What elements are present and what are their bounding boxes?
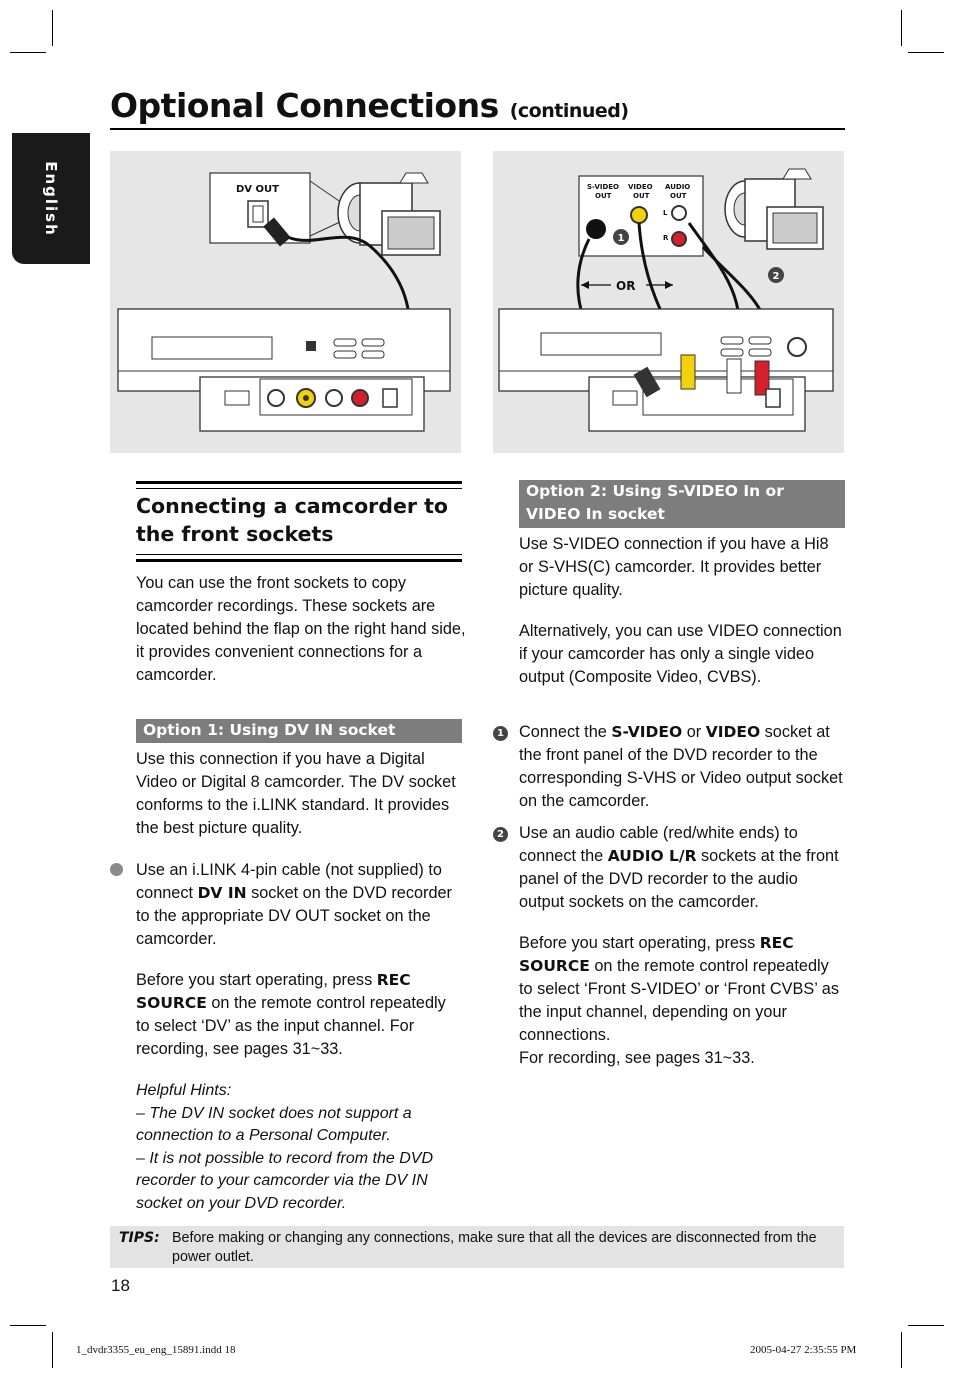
step1-text: socket at the front panel of the DVD recorder to the corresponding S-VHS or Video output socket on the camcorder. [519, 723, 843, 810]
option2-description-2: Alternatively, you can use VIDEO connection if your camcorder has only a single video output (Composite Video, CVBS). [519, 622, 842, 686]
crop-mark [908, 1325, 944, 1326]
hint-item: – It is not possible to record from the DVD recorder to your camcorder via the DV IN socket on your DVD recorder. [136, 1149, 434, 1212]
figure-svideo-connection [493, 151, 844, 453]
s-video-out-label: S-VIDEO OUT [587, 183, 620, 200]
crop-mark [10, 52, 46, 53]
crop-mark [10, 1325, 46, 1326]
step1-bold: S-VIDEO [611, 723, 683, 741]
title-rule [110, 128, 845, 130]
step-1-number: 1 [493, 726, 508, 741]
option1-before-text-end: on the remote control repeatedly to select ‘DV’ as the input channel. For recording, see pages 31~33. [136, 994, 446, 1058]
hints-title: Helpful Hints: [136, 1082, 232, 1099]
svideo-connection-diagram [493, 151, 844, 453]
option1-before [136, 969, 462, 1061]
tips-text: Before making or changing any connections, make sure that all the devices are disconnected from the power outlet. [172, 1230, 817, 1265]
crop-mark [908, 52, 944, 53]
page-title-suffix: (continued) [509, 100, 629, 122]
option1-bullet-bold: DV IN [197, 884, 247, 902]
figure-dv-connection [110, 151, 461, 453]
helpful-hints [136, 1080, 466, 1215]
dv-out-label: DV OUT [236, 184, 279, 195]
section-rule-bottom [136, 554, 462, 562]
tips-box [110, 1226, 844, 1268]
option1-bullet-text-end: socket on the DVD recorder to the appropriate DV OUT socket on the camcorder. [136, 884, 452, 948]
option1-title: Option 1: Using DV IN socket [136, 719, 462, 743]
or-label: OR [616, 279, 636, 293]
page-title [110, 86, 629, 125]
step1-bold: VIDEO [705, 723, 761, 741]
option2-before-text: Before you start operating, press [519, 934, 760, 952]
option2-before [519, 932, 843, 1070]
option2-title-line: VIDEO In socket [526, 505, 665, 523]
step-2-number: 2 [493, 827, 508, 842]
bullet-icon [110, 863, 123, 876]
option2-description-1: Use S-VIDEO connection if you have a Hi8 or S-VHS(C) camcorder. It provides better picture quality. [519, 535, 829, 599]
video-out-label: VIDEO OUT [628, 183, 653, 200]
option1-bullet-text: Use an i.LINK 4-pin cable (not supplied) to connect [136, 861, 442, 902]
callout-1: 1 [617, 233, 625, 244]
step2-text: sockets at the front panel of the DVD recorder to the audio output sockets on the camcorder. [519, 847, 839, 911]
hint-item: – The DV IN socket does not support a connection to a Personal Computer. [136, 1104, 412, 1144]
option2-before-text-end: on the remote control repeatedly to select ‘Front S-VIDEO’ or ‘Front CVBS’ as the input channel, depending on your connections. [519, 957, 839, 1044]
audio-out-label: AUDIO OUT [665, 183, 691, 200]
option2-step-1 [519, 721, 843, 813]
option1-before-bold: REC SOURCE [136, 971, 411, 1012]
l-label: L [663, 209, 668, 217]
option2-before-bold: REC SOURCE [519, 934, 794, 975]
option2-title [519, 480, 845, 528]
option2-title-line: Option 2: Using S-VIDEO In or [526, 482, 784, 500]
step2-text: Use an audio cable (red/white ends) to connect the [519, 824, 798, 865]
section-heading: Connecting a camcorder to the front sockets [136, 494, 448, 546]
step1-text: Connect the [519, 723, 612, 741]
page-number: 18 [111, 1276, 130, 1295]
crop-mark [901, 1332, 902, 1368]
slug-left: 1_dvdr3355_eu_eng_15891.indd 18 [76, 1344, 236, 1356]
language-tab [12, 133, 90, 264]
option1-before-text: Before you start operating, press [136, 971, 377, 989]
language-tab-label: English [42, 160, 60, 237]
dvd-recorder-icon [499, 309, 833, 431]
option1-bullet [136, 859, 462, 951]
option2-before-line2: For recording, see pages 31~33. [519, 1049, 755, 1067]
r-label: R [663, 234, 669, 242]
dvd-recorder-icon [118, 309, 450, 431]
crop-mark [52, 1332, 53, 1368]
callout-2: 2 [772, 271, 780, 282]
camcorder-icon [725, 169, 823, 249]
section-rule-top [136, 481, 462, 489]
option1-description: Use this connection if you have a Digital Video or Digital 8 camcorder. The DV socket conforms to the i.LINK standard. It provides the best picture quality. [136, 750, 456, 837]
step1-text: or [682, 723, 706, 741]
slug-right: 2005-04-27 2:35:55 PM [750, 1344, 857, 1356]
crop-mark [901, 10, 902, 46]
camcorder-icon [338, 173, 440, 255]
page-title-text: Optional Connections [110, 86, 499, 125]
section-intro: You can use the front sockets to copy camcorder recordings. These sockets are located behind the flap on the right hand side, it provides convenient connections for a camcorder. [136, 574, 466, 684]
crop-mark [52, 10, 53, 46]
option2-step-2 [519, 822, 843, 914]
step2-bold: AUDIO L/R [607, 847, 697, 865]
dv-connection-diagram [110, 151, 461, 453]
tips-label: TIPS: [119, 1230, 160, 1246]
